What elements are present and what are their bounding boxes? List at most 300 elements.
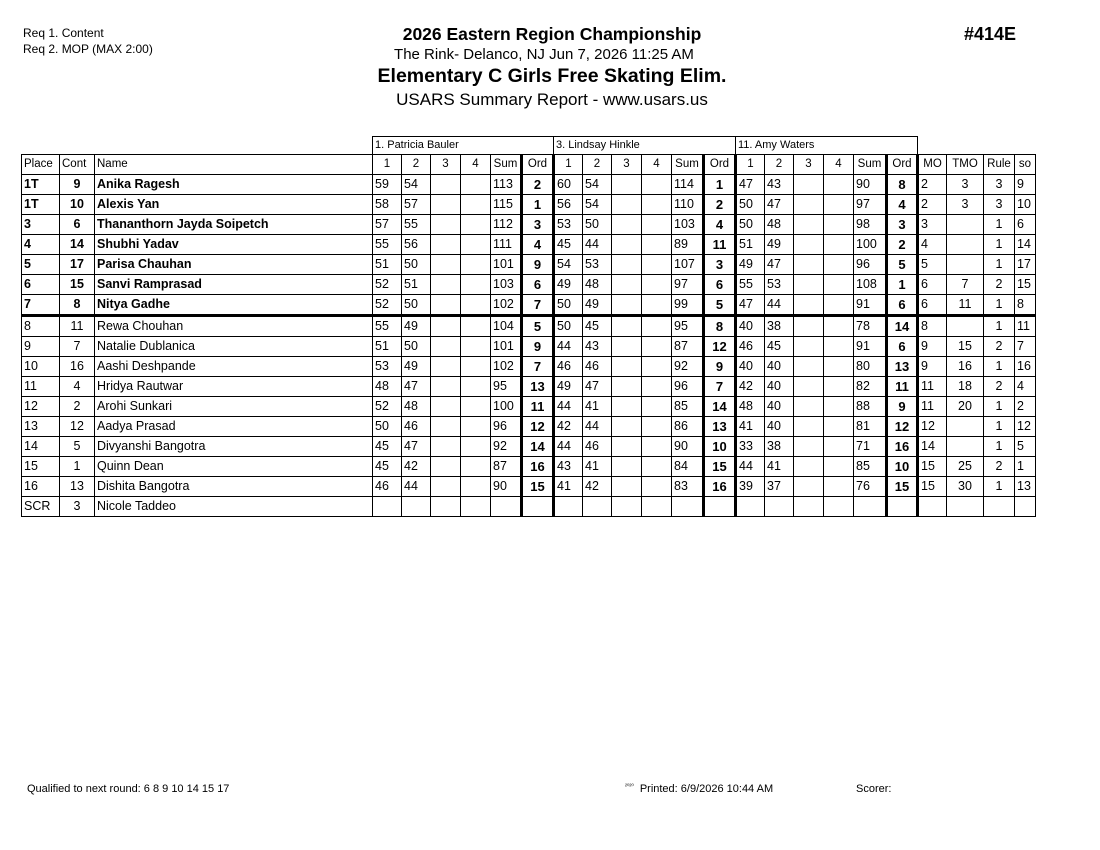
judge-2-sum-cell: 110 bbox=[672, 195, 704, 215]
mo-cell: 11 bbox=[918, 377, 947, 397]
judge-1-score-1-cell: 45 bbox=[373, 457, 402, 477]
judge-1-score-4-cell bbox=[461, 195, 491, 215]
judge-3-sum-cell: 88 bbox=[854, 397, 887, 417]
tmo-cell: 3 bbox=[947, 195, 984, 215]
printed-timestamp: Printed: 6/9/2026 10:44 AM bbox=[639, 783, 774, 795]
table-row bbox=[22, 357, 1036, 377]
contestant-number-cell: 3 bbox=[60, 497, 95, 517]
skater-name-cell: Thananthorn Jayda Soipetch bbox=[95, 215, 373, 235]
contestant-number-cell: 13 bbox=[60, 477, 95, 497]
judge-1-ordinal-cell: 12 bbox=[522, 417, 554, 437]
judge-1-sum-cell: 95 bbox=[491, 377, 522, 397]
judge-1-score-4-cell bbox=[461, 397, 491, 417]
col-cont: Cont bbox=[60, 155, 95, 175]
judge-1-sum-cell: 102 bbox=[491, 357, 522, 377]
judge-2-ordinal-cell: 1 bbox=[704, 175, 736, 195]
judge-3-ordinal-cell: 16 bbox=[887, 437, 918, 457]
contestant-number-cell: 10 bbox=[60, 195, 95, 215]
judge-2-score-4-cell bbox=[642, 316, 672, 337]
judge-3-score-2-cell: 37 bbox=[765, 477, 794, 497]
judge-1-sum-cell: 101 bbox=[491, 337, 522, 357]
judge-1-score-4-cell bbox=[461, 477, 491, 497]
judge-2-score-3-cell bbox=[612, 397, 642, 417]
judge-3-score-1-cell: 50 bbox=[736, 215, 765, 235]
judge-3-sum-cell bbox=[854, 497, 887, 517]
judge-3-score-1-cell: 47 bbox=[736, 175, 765, 195]
judge-2-score-3-cell bbox=[612, 255, 642, 275]
mo-cell: 4 bbox=[918, 235, 947, 255]
col-judge-1-score-3: 3 bbox=[431, 155, 461, 175]
judge-2-score-1-cell: 56 bbox=[554, 195, 583, 215]
judge-2-score-2-cell: 54 bbox=[583, 195, 612, 215]
judge-2-ordinal-cell: 12 bbox=[704, 337, 736, 357]
judge-2-score-2-cell: 43 bbox=[583, 337, 612, 357]
judge-2-score-2-cell: 45 bbox=[583, 316, 612, 337]
skater-name-cell: Nicole Taddeo bbox=[95, 497, 373, 517]
judge-1-score-3-cell bbox=[431, 457, 461, 477]
judge-1-score-4-cell bbox=[461, 316, 491, 337]
judge-3-ordinal-cell: 8 bbox=[887, 175, 918, 195]
rule-cell bbox=[984, 497, 1015, 517]
table-row bbox=[22, 437, 1036, 457]
judge-1-score-2-cell: 50 bbox=[402, 295, 431, 316]
judge-1-score-3-cell bbox=[431, 357, 461, 377]
judge-2-score-1-cell: 44 bbox=[554, 397, 583, 417]
judge-1-sum-cell: 92 bbox=[491, 437, 522, 457]
judge-2-score-4-cell bbox=[642, 417, 672, 437]
judge-3-score-2-cell: 38 bbox=[765, 437, 794, 457]
judge-1-score-4-cell bbox=[461, 417, 491, 437]
requirement-2: Req 2. MOP (MAX 2:00) bbox=[23, 42, 153, 56]
judge-3-score-4-cell bbox=[824, 215, 854, 235]
place-cell: 10 bbox=[22, 357, 60, 377]
judge-3-score-2-cell: 43 bbox=[765, 175, 794, 195]
judge-1-score-2-cell: 55 bbox=[402, 215, 431, 235]
judge-2-score-3-cell bbox=[612, 275, 642, 295]
place-cell: 5 bbox=[22, 255, 60, 275]
tmo-cell: 20 bbox=[947, 397, 984, 417]
judge-1-score-1-cell: 58 bbox=[373, 195, 402, 215]
tmo-cell bbox=[947, 316, 984, 337]
so-cell: 17 bbox=[1015, 255, 1036, 275]
skater-name-cell: Aashi Deshpande bbox=[95, 357, 373, 377]
judge-1-score-1-cell: 55 bbox=[373, 316, 402, 337]
judge-1-ordinal-cell: 1 bbox=[522, 195, 554, 215]
tmo-cell bbox=[947, 255, 984, 275]
judge-1-score-1-cell: 55 bbox=[373, 235, 402, 255]
judge-3-ordinal-cell: 14 bbox=[887, 316, 918, 337]
judge-2-sum-cell: 85 bbox=[672, 397, 704, 417]
qualified-list: Qualified to next round: 6 8 9 10 14 15 17 bbox=[27, 783, 230, 795]
contestant-number-cell: 4 bbox=[60, 377, 95, 397]
judge-2-sum-cell bbox=[672, 497, 704, 517]
so-cell: 14 bbox=[1015, 235, 1036, 255]
judge-1-score-4-cell bbox=[461, 337, 491, 357]
judge-2-score-1-cell: 42 bbox=[554, 417, 583, 437]
rule-cell: 1 bbox=[984, 437, 1015, 457]
mo-cell: 9 bbox=[918, 337, 947, 357]
col-judge-1-sum: Sum bbox=[491, 155, 522, 175]
rule-cell: 2 bbox=[984, 377, 1015, 397]
judge-2-score-3-cell bbox=[612, 195, 642, 215]
so-cell: 7 bbox=[1015, 337, 1036, 357]
judge-3-ordinal-cell: 3 bbox=[887, 215, 918, 235]
column-header-row bbox=[22, 155, 1036, 175]
judge-1-score-1-cell: 45 bbox=[373, 437, 402, 457]
event-number: #414E bbox=[964, 24, 1017, 44]
judge-1-ordinal-cell: 6 bbox=[522, 275, 554, 295]
skater-name-cell: Parisa Chauhan bbox=[95, 255, 373, 275]
judge-1-score-1-cell: 52 bbox=[373, 275, 402, 295]
judge-2-score-3-cell bbox=[612, 357, 642, 377]
judge-3-sum-cell: 82 bbox=[854, 377, 887, 397]
judge-2-score-1-cell: 53 bbox=[554, 215, 583, 235]
judge-1-score-4-cell bbox=[461, 377, 491, 397]
judge-3-score-4-cell bbox=[824, 175, 854, 195]
judge-2-ordinal-cell: 14 bbox=[704, 397, 736, 417]
table-row bbox=[22, 195, 1036, 215]
judge-3-score-3-cell bbox=[794, 357, 824, 377]
judge-1-score-2-cell: 50 bbox=[402, 337, 431, 357]
so-cell: 15 bbox=[1015, 275, 1036, 295]
judge-1-score-2-cell: 48 bbox=[402, 397, 431, 417]
judge-1-score-2-cell: 47 bbox=[402, 437, 431, 457]
judge-1-score-3-cell bbox=[431, 337, 461, 357]
judge-2-score-4-cell bbox=[642, 275, 672, 295]
rule-cell: 1 bbox=[984, 316, 1015, 337]
rule-cell: 3 bbox=[984, 195, 1015, 215]
print-code: ²⁰²⁰ bbox=[625, 784, 634, 790]
contestant-number-cell: 8 bbox=[60, 295, 95, 316]
table-row bbox=[22, 397, 1036, 417]
tmo-cell: 25 bbox=[947, 457, 984, 477]
judge-3-score-1-cell: 41 bbox=[736, 417, 765, 437]
judge-3-sum-cell: 108 bbox=[854, 275, 887, 295]
judge-3-sum-cell: 90 bbox=[854, 175, 887, 195]
judge-3-name: 11. Amy Waters bbox=[736, 137, 918, 155]
skater-name-cell: Divyanshi Bangotra bbox=[95, 437, 373, 457]
judge-2-score-2-cell: 42 bbox=[583, 477, 612, 497]
contestant-number-cell: 11 bbox=[60, 316, 95, 337]
judge-2-score-3-cell bbox=[612, 175, 642, 195]
judge-3-score-3-cell bbox=[794, 497, 824, 517]
judge-2-score-4-cell bbox=[642, 377, 672, 397]
table-row bbox=[22, 275, 1036, 295]
judge-3-sum-cell: 98 bbox=[854, 215, 887, 235]
judge-2-score-4-cell bbox=[642, 357, 672, 377]
judge-1-ordinal-cell: 13 bbox=[522, 377, 554, 397]
report-subtitle: USARS Summary Report - www.usars.us bbox=[396, 90, 708, 109]
requirement-1: Req 1. Content bbox=[23, 26, 104, 40]
judge-2-score-3-cell bbox=[612, 377, 642, 397]
judge-3-score-1-cell: 48 bbox=[736, 397, 765, 417]
judge-3-score-4-cell bbox=[824, 235, 854, 255]
skater-name-cell: Hridya Rautwar bbox=[95, 377, 373, 397]
judge-2-score-4-cell bbox=[642, 437, 672, 457]
tmo-cell bbox=[947, 215, 984, 235]
judge-1-score-3-cell bbox=[431, 377, 461, 397]
judge-3-score-1-cell: 42 bbox=[736, 377, 765, 397]
judge-1-sum-cell: 90 bbox=[491, 477, 522, 497]
col-judge-2-score-1: 1 bbox=[554, 155, 583, 175]
col-judge-3-sum: Sum bbox=[854, 155, 887, 175]
judge-2-score-2-cell: 53 bbox=[583, 255, 612, 275]
judge-2-score-1-cell: 46 bbox=[554, 357, 583, 377]
judge-2-score-4-cell bbox=[642, 497, 672, 517]
mo-cell bbox=[918, 497, 947, 517]
col-name: Name bbox=[95, 155, 373, 175]
judge-2-ordinal-cell: 4 bbox=[704, 215, 736, 235]
mo-cell: 11 bbox=[918, 397, 947, 417]
place-cell: 15 bbox=[22, 457, 60, 477]
judge-1-score-4-cell bbox=[461, 497, 491, 517]
judge-1-score-4-cell bbox=[461, 275, 491, 295]
place-cell: 4 bbox=[22, 235, 60, 255]
table-row bbox=[22, 255, 1036, 275]
judge-3-ordinal-cell: 13 bbox=[887, 357, 918, 377]
judge-2-score-1-cell: 44 bbox=[554, 437, 583, 457]
skater-name-cell: Rewa Chouhan bbox=[95, 316, 373, 337]
judge-3-score-2-cell: 40 bbox=[765, 357, 794, 377]
contestant-number-cell: 2 bbox=[60, 397, 95, 417]
rule-cell: 2 bbox=[984, 275, 1015, 295]
judge-1-score-2-cell: 54 bbox=[402, 175, 431, 195]
so-cell: 4 bbox=[1015, 377, 1036, 397]
judge-2-score-4-cell bbox=[642, 337, 672, 357]
judge-2-score-4-cell bbox=[642, 235, 672, 255]
judge-1-sum-cell: 104 bbox=[491, 316, 522, 337]
judge-1-score-3-cell bbox=[431, 295, 461, 316]
table-row bbox=[22, 337, 1036, 357]
judge-2-score-4-cell bbox=[642, 397, 672, 417]
judge-3-score-4-cell bbox=[824, 275, 854, 295]
judge-1-ordinal-cell: 16 bbox=[522, 457, 554, 477]
judge-2-name: 3. Lindsay Hinkle bbox=[554, 137, 736, 155]
contestant-number-cell: 14 bbox=[60, 235, 95, 255]
contestant-number-cell: 7 bbox=[60, 337, 95, 357]
judge-1-ordinal-cell: 7 bbox=[522, 357, 554, 377]
tmo-cell: 18 bbox=[947, 377, 984, 397]
col-tmo: TMO bbox=[947, 155, 984, 175]
judge-3-score-3-cell bbox=[794, 175, 824, 195]
judge-3-ordinal-cell: 2 bbox=[887, 235, 918, 255]
judge-1-score-4-cell bbox=[461, 175, 491, 195]
judge-1-score-2-cell: 44 bbox=[402, 477, 431, 497]
judge-1-score-4-cell bbox=[461, 295, 491, 316]
event-title: 2026 Eastern Region Championship bbox=[402, 24, 702, 44]
judge-2-score-3-cell bbox=[612, 477, 642, 497]
judge-3-score-3-cell bbox=[794, 235, 824, 255]
judge-2-ordinal-cell: 10 bbox=[704, 437, 736, 457]
judge-3-score-2-cell: 47 bbox=[765, 255, 794, 275]
judge-1-sum-cell: 103 bbox=[491, 275, 522, 295]
judge-1-score-3-cell bbox=[431, 275, 461, 295]
judge-2-score-1-cell: 49 bbox=[554, 377, 583, 397]
judge-2-score-2-cell: 54 bbox=[583, 175, 612, 195]
table-row bbox=[22, 477, 1036, 497]
judge-3-score-2-cell: 47 bbox=[765, 195, 794, 215]
judge-3-score-1-cell bbox=[736, 497, 765, 517]
judge-2-score-3-cell bbox=[612, 437, 642, 457]
judge-1-score-2-cell: 56 bbox=[402, 235, 431, 255]
judge-3-sum-cell: 91 bbox=[854, 295, 887, 316]
judge-1-name: 1. Patricia Bauler bbox=[373, 137, 554, 155]
judge-1-score-1-cell: 48 bbox=[373, 377, 402, 397]
contestant-number-cell: 9 bbox=[60, 175, 95, 195]
judge-3-score-2-cell: 53 bbox=[765, 275, 794, 295]
judge-1-score-3-cell bbox=[431, 397, 461, 417]
mo-cell: 9 bbox=[918, 357, 947, 377]
judge-1-sum-cell: 101 bbox=[491, 255, 522, 275]
judge-1-ordinal-cell: 3 bbox=[522, 215, 554, 235]
rule-cell: 1 bbox=[984, 215, 1015, 235]
mo-cell: 6 bbox=[918, 275, 947, 295]
judge-3-ordinal-cell: 4 bbox=[887, 195, 918, 215]
judge-3-score-4-cell bbox=[824, 316, 854, 337]
judge-2-score-1-cell: 50 bbox=[554, 295, 583, 316]
judge-3-sum-cell: 71 bbox=[854, 437, 887, 457]
judge-3-score-1-cell: 33 bbox=[736, 437, 765, 457]
judge-2-ordinal-cell: 9 bbox=[704, 357, 736, 377]
judge-3-score-2-cell: 48 bbox=[765, 215, 794, 235]
results-table bbox=[21, 136, 1036, 517]
judge-2-ordinal-cell: 6 bbox=[704, 275, 736, 295]
judge-3-score-4-cell bbox=[824, 357, 854, 377]
judge-3-sum-cell: 81 bbox=[854, 417, 887, 437]
judge-2-score-1-cell: 45 bbox=[554, 235, 583, 255]
judge-2-ordinal-cell: 2 bbox=[704, 195, 736, 215]
judge-1-sum-cell bbox=[491, 497, 522, 517]
mo-cell: 15 bbox=[918, 457, 947, 477]
judge-3-score-2-cell bbox=[765, 497, 794, 517]
judge-1-score-1-cell bbox=[373, 497, 402, 517]
judge-3-ordinal-cell: 12 bbox=[887, 417, 918, 437]
judge-3-score-4-cell bbox=[824, 417, 854, 437]
judge-1-score-2-cell: 49 bbox=[402, 316, 431, 337]
judge-3-score-3-cell bbox=[794, 316, 824, 337]
judge-1-score-2-cell bbox=[402, 497, 431, 517]
judge-1-score-4-cell bbox=[461, 437, 491, 457]
judge-1-ordinal-cell: 14 bbox=[522, 437, 554, 457]
place-cell: 1T bbox=[22, 175, 60, 195]
skater-name-cell: Arohi Sunkari bbox=[95, 397, 373, 417]
judge-2-score-2-cell: 41 bbox=[583, 397, 612, 417]
judge-3-score-3-cell bbox=[794, 397, 824, 417]
tmo-cell bbox=[947, 437, 984, 457]
judge-2-ordinal-cell: 15 bbox=[704, 457, 736, 477]
place-cell: 7 bbox=[22, 295, 60, 316]
rule-cell: 2 bbox=[984, 457, 1015, 477]
judge-2-score-2-cell: 44 bbox=[583, 417, 612, 437]
judge-1-score-2-cell: 50 bbox=[402, 255, 431, 275]
judge-2-score-3-cell bbox=[612, 497, 642, 517]
judge-2-score-1-cell: 50 bbox=[554, 316, 583, 337]
rule-cell: 1 bbox=[984, 235, 1015, 255]
place-cell: SCR bbox=[22, 497, 60, 517]
judge-3-score-3-cell bbox=[794, 295, 824, 316]
judge-3-ordinal-cell bbox=[887, 497, 918, 517]
judge-3-score-4-cell bbox=[824, 437, 854, 457]
so-cell: 5 bbox=[1015, 437, 1036, 457]
judge-3-score-1-cell: 40 bbox=[736, 357, 765, 377]
judge-2-score-3-cell bbox=[612, 457, 642, 477]
judge-3-score-2-cell: 44 bbox=[765, 295, 794, 316]
judge-2-score-2-cell bbox=[583, 497, 612, 517]
judge-1-sum-cell: 115 bbox=[491, 195, 522, 215]
judge-3-sum-cell: 85 bbox=[854, 457, 887, 477]
rule-cell: 1 bbox=[984, 417, 1015, 437]
judge-2-sum-cell: 107 bbox=[672, 255, 704, 275]
judge-1-score-1-cell: 51 bbox=[373, 255, 402, 275]
col-judge-3-score-2: 2 bbox=[765, 155, 794, 175]
judge-2-ordinal-cell: 16 bbox=[704, 477, 736, 497]
judge-2-sum-cell: 92 bbox=[672, 357, 704, 377]
judge-2-score-3-cell bbox=[612, 215, 642, 235]
tmo-cell bbox=[947, 417, 984, 437]
judge-1-score-4-cell bbox=[461, 255, 491, 275]
judge-2-score-2-cell: 47 bbox=[583, 377, 612, 397]
judge-3-score-2-cell: 45 bbox=[765, 337, 794, 357]
judge-2-sum-cell: 84 bbox=[672, 457, 704, 477]
judge-3-score-4-cell bbox=[824, 497, 854, 517]
judge-3-score-4-cell bbox=[824, 255, 854, 275]
judge-1-score-2-cell: 51 bbox=[402, 275, 431, 295]
judge-1-sum-cell: 113 bbox=[491, 175, 522, 195]
judge-2-score-2-cell: 48 bbox=[583, 275, 612, 295]
so-cell: 10 bbox=[1015, 195, 1036, 215]
judge-3-score-2-cell: 40 bbox=[765, 397, 794, 417]
judge-2-score-4-cell bbox=[642, 195, 672, 215]
mo-cell: 12 bbox=[918, 417, 947, 437]
mo-cell: 3 bbox=[918, 215, 947, 235]
judge-2-sum-cell: 89 bbox=[672, 235, 704, 255]
judge-2-score-4-cell bbox=[642, 295, 672, 316]
judge-1-score-4-cell bbox=[461, 235, 491, 255]
judge-2-sum-cell: 83 bbox=[672, 477, 704, 497]
judge-3-score-3-cell bbox=[794, 417, 824, 437]
judge-1-score-1-cell: 52 bbox=[373, 397, 402, 417]
rule-cell: 1 bbox=[984, 477, 1015, 497]
judge-3-score-3-cell bbox=[794, 275, 824, 295]
so-cell: 2 bbox=[1015, 397, 1036, 417]
judge-2-score-2-cell: 41 bbox=[583, 457, 612, 477]
judge-3-score-3-cell bbox=[794, 477, 824, 497]
skater-name-cell: Alexis Yan bbox=[95, 195, 373, 215]
judge-3-score-1-cell: 44 bbox=[736, 457, 765, 477]
judge-2-score-2-cell: 50 bbox=[583, 215, 612, 235]
place-cell: 14 bbox=[22, 437, 60, 457]
rule-cell: 1 bbox=[984, 255, 1015, 275]
table-row bbox=[22, 215, 1036, 235]
judge-1-sum-cell: 111 bbox=[491, 235, 522, 255]
col-judge-2-score-2: 2 bbox=[583, 155, 612, 175]
judge-1-ordinal-cell: 2 bbox=[522, 175, 554, 195]
judge-1-score-3-cell bbox=[431, 477, 461, 497]
judge-1-ordinal-cell: 9 bbox=[522, 337, 554, 357]
place-cell: 12 bbox=[22, 397, 60, 417]
rule-cell: 1 bbox=[984, 357, 1015, 377]
col-judge-1-score-4: 4 bbox=[461, 155, 491, 175]
judge-1-ordinal-cell bbox=[522, 497, 554, 517]
judge-1-score-2-cell: 46 bbox=[402, 417, 431, 437]
judge-3-ordinal-cell: 6 bbox=[887, 337, 918, 357]
judge-2-score-3-cell bbox=[612, 295, 642, 316]
table-row bbox=[22, 497, 1036, 517]
judge-1-score-3-cell bbox=[431, 417, 461, 437]
judge-1-score-2-cell: 49 bbox=[402, 357, 431, 377]
judge-1-sum-cell: 112 bbox=[491, 215, 522, 235]
judge-2-ordinal-cell: 3 bbox=[704, 255, 736, 275]
